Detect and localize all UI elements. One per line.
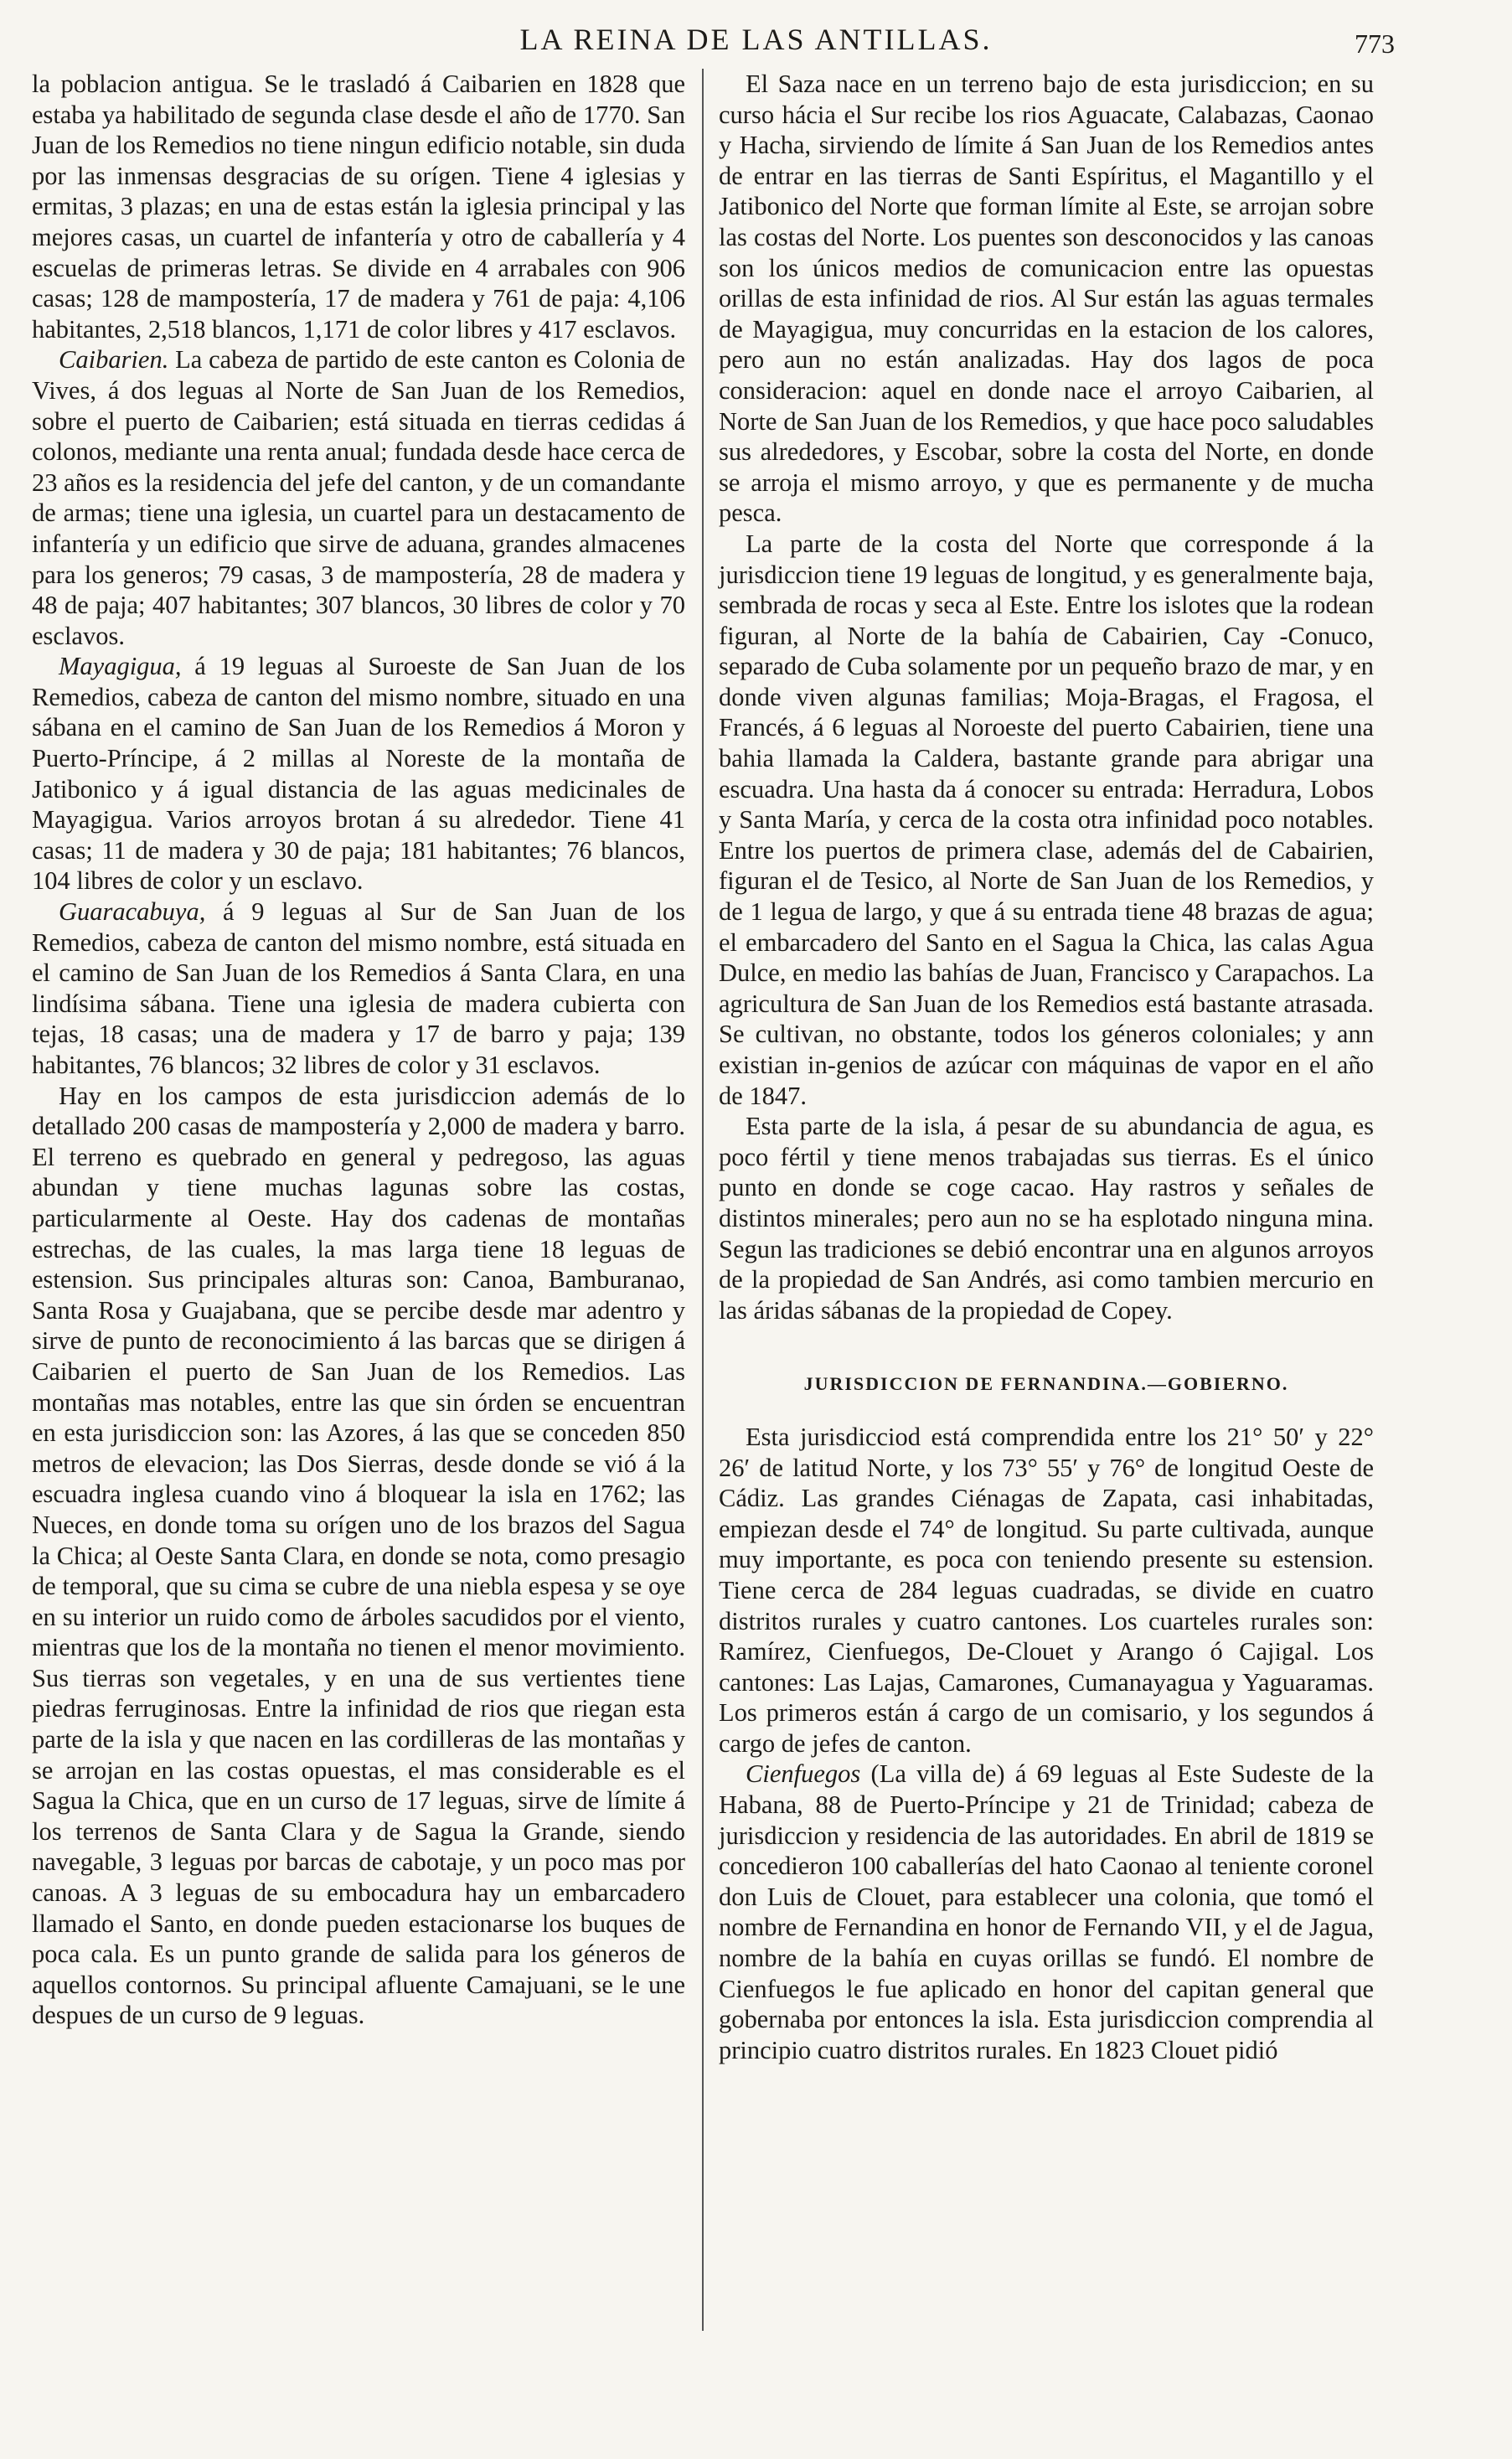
- paragraph-minerals: Esta parte de la isla, á pesar de su abundancia de agua, es poco fértil y tiene menos trabajadas sus tierras. Es el único punto en donde se coge cacao. Hay rastros y señales de distintos minerales; pero aun no se ha esplotado ninguna mina. Segun las tradiciones se debió encontrar una en algunos arroyos de la propiedad de San Andrés, asi como tambien mercurio en las áridas sábanas de la propiedad de Copey.: [719, 1112, 1374, 1325]
- paragraph-saza-river: El Saza nace en un terreno bajo de esta jurisdiccion; en su curso hácia el Sur recibe los rios Aguacate, Calabazas, Caonao y Hacha, sirviendo de límite á San Juan de los Remedios antes de entrar en las tierras de Santi Espíritus, el Magantillo y el Jatibonico del Norte que forman límite al Este, se arrojan sobre las costas del Norte. Los puentes son desconocidos y las canoas son los únicos medios de comunicacion entre las opuestas orillas de esta infinidad de rios. Al Sur están las aguas termales de Mayagigua, muy concurridas en la estacion de los calores, pero aun no están analizadas. Hay dos lagos de poca consideracion: aquel en donde nace el arroyo Caibarien, al Norte de San Juan de los Remedios, y que hace poco saludables sus alrededores, y Escobar, sobre la costa del Norte, en donde se arroja el mismo arroyo, y que es permanente y de mucha pesca.: [719, 70, 1374, 528]
- place-name-caibarien: Caibarien.: [59, 345, 169, 375]
- running-title: LA REINA DE LAS ANTILLAS.: [519, 23, 993, 56]
- paragraph-cienfuegos-text: (La villa de) á 69 leguas al Este Sudeste de la Habana, 88 de Puerto-Príncipe y 21 de Trinidad; cabeza de jurisdiccion y residencia de las autoridades. En abril de 1819 se concedieron 100 caballerías del hato Caonao al teniente coronel don Luis de Clouet, para establecer una colonia, que tomó el nombre de Fernandina en honor de Fernando VII, y el de Jagua, nombre de la bahía en cuyas orillas se fundó. El nombre de Cienfuegos le fue aplicado en honor del capitan general que gobernaba por entonces la isla. Esta jurisdiccion comprendia al principio cuatro distritos rurales. En 1823 Clouet pidió: [719, 1759, 1374, 2064]
- paragraph-mayagigua-text: á 19 leguas al Suroeste de San Juan de los Remedios, cabeza de canton del mismo nombre, situado en una sábana en el camino de San Juan de los Remedios á Moron y Puerto-Príncipe, á 2 millas al Noreste de la montaña de Jatibonico y á igual distancia de las aguas medicinales de Mayagigua. Varios arroyos brotan á su alrededor. Tiene 41 casas; 11 de madera y 30 de paja; 181 habitantes; 76 blancos, 104 libres de color y un esclavo.: [32, 652, 685, 896]
- paragraph-cienfuegos: [719, 1759, 1374, 2065]
- paragraph-guaracabuya: [32, 896, 685, 1081]
- paragraph-caibarien-text: La cabeza de partido de este canton es Colonia de Vives, á dos leguas al Norte de San Juan de los Remedios, sobre el puerto de Caibarien; está situada en tierras cedidas á colonos, mediante una renta anual; fundada desde hace cerca de 23 años es la residencia del jefe del canton, y de un comandante de armas; tiene una iglesia, un cuartel para un destacamento de infantería y un edificio que sirve de aduana, grandes almacenes para los generos; 79 casas, 3 de mampostería, 28 de madera y 48 de paja; 407 habitantes; 307 blancos, 30 libres de color y 70 esclavos.: [32, 345, 685, 650]
- page-header: [0, 15, 1512, 65]
- paragraph-mayagigua: [32, 651, 685, 896]
- paragraph-remedios-town: la poblacion antigua. Se le trasladó á Caibarien en 1828 que estaba ya habilitado de segunda clase desde el año de 1770. San Juan de los Remedios no tiene ningun edificio notable, sin duda por las inmensas desgracias de su orígen. Tiene 4 iglesias y ermitas, 3 plazas; en una de estas están la iglesia principal y las mejores casas, un cuartel de infantería y otro de caballería y 4 escuelas de primeras letras. Se divide en 4 arrabales con 906 casas; 128 de mampostería, 17 de madera y 761 de paja: 4,106 habitantes, 2,518 blancos, 1,171 de color libres y 417 esclavos.: [32, 70, 685, 344]
- section-heading-fernandina: JURISDICCION DE FERNANDINA.—GOBIERNO.: [803, 1373, 1289, 1395]
- place-name-guaracabuya: Guaracabuya,: [59, 897, 206, 927]
- paragraph-fernandina-jurisdiction: Esta jurisdicciod está comprendida entre los 21° 50′ y 22° 26′ de latitud Norte, y los 73° 55′ y 76° de longitud Oeste de Cádiz. Las grandes Ciénagas de Zapata, casi inhabitadas, empiezan desde el 74° de longitud. Su parte cultivada, aunque muy importante, es poca con teniendo presente su estension. Tiene cerca de 284 leguas cuadradas, se divide en cuatro distritos rurales y cuatro cantones. Los cuarteles rurales son: Ramírez, Cienfuegos, De-Clouet y Arango ó Cajigal. Los cantones: Las Lajas, Camarones, Cumanayagua y Yaguaramas. Los primeros están á cargo de un comisario, y los segundos á cargo de jefes de canton.: [719, 1422, 1374, 1758]
- page-number: 773: [1355, 28, 1395, 59]
- paragraph-guaracabuya-text: á 9 leguas al Sur de San Juan de los Remedios, cabeza de canton del mismo nombre, está situada en el camino de San Juan de los Remedios á Santa Clara, en una lindísima sábana. Tiene una iglesia de madera cubierta con tejas, 18 casas; una de madera y 17 de barro y paja; 139 habitantes, 76 blancos; 32 libres de color y 31 esclavos.: [32, 897, 685, 1079]
- left-column: [32, 69, 685, 2031]
- place-name-cienfuegos: Cienfuegos: [746, 1759, 861, 1789]
- place-name-mayagigua: Mayagigua,: [59, 652, 182, 681]
- right-column: [719, 69, 1374, 2065]
- paragraph-terrain-and-rivers: Hay en los campos de esta jurisdiccion además de lo detallado 200 casas de mampostería y 2,000 de madera y barro. El terreno es quebrado en general y pedregoso, las aguas abundan y tiene muchas lagunas sobre las costas, particularmente al Oeste. Hay dos cadenas de montañas estrechas, de las cuales, la mas larga tiene 18 leguas de estension. Sus principales alturas son: Canoa, Bamburanao, Santa Rosa y Guajabana, que se percibe desde mar adentro y sirve de punto de reconocimiento á las barcas que se dirigen á Caibarien el puerto de San Juan de los Remedios. Las montañas mas notables, entre las que sin órden se encuentran en esta jurisdiccion son: las Azores, á las que se conceden 850 metros de elevacion; las Dos Sierras, desde donde se vió á la escuadra inglesa cuando vino á bloquear la isla en 1762; las Nueces, en donde toma su orígen uno de los brazos del Sagua la Chica; al Oeste Santa Clara, en donde se nota, como presagio de temporal, que su cima se cubre de una niebla espesa y se oye en su interior un ruido como de árboles sacudidos por el viento, mientras que los de la montaña no tienen el menor movimiento. Sus tierras son vegetales, y en una de sus vertientes tiene piedras ferruginosas. Entre la infinidad de rios que riegan esta parte de la isla y que nacen en las cordilleras de las montañas y se arrojan en las costas opuestas, el mas considerable es el Sagua la Chica, que en un curso de 17 leguas, sirve de límite á los terrenos de Santa Clara y de Sagua la Grande, siendo navegable, 3 leguas por barcas de cabotaje, y un poco mas por canoas. A 3 leguas de su embocadura hay un embarcadero llamado el Santo, en donde pueden estacionarse los buques de poca cala. Es un punto grande de salida para los géneros de aquellos contornos. Su principal afluente Camajuani, se le une despues de un curso de 9 leguas.: [32, 1081, 685, 2030]
- column-divider: [702, 69, 704, 2331]
- paragraph-caibarien: [32, 344, 685, 651]
- paragraph-north-coast: La parte de la costa del Norte que corresponde á la jurisdiccion tiene 19 leguas de longitud, y es generalmente baja, sembrada de rocas y seca al Este. Entre los islotes que la rodean figuran, al Norte de la bahía de Cabairien, Cay -Conuco, separado de Cuba solamente por un pequeño brazo de mar, y en donde viven algunas familias; Moja-Bragas, el Fragosa, el Francés, á 6 leguas al Noroeste del puerto Cabairien, tiene una bahia llamada la Caldera, bastante grande para abrigar una escuadra. Una hasta da á conocer su entrada: Herradura, Lobos y Santa María, y cerca de la costa otra infinidad poco notables. Entre los puertos de primera clase, además del de Cabairien, figuran el de Tesico, al Norte de San Juan de los Remedios, y de 1 legua de largo, y que á su entrada tiene 48 brazas de agua; el embarcadero del Santo en el Sagua la Chica, las calas Agua Dulce, en medio las bahías de Juan, Francisco y Carapachos. La agricultura de San Juan de los Remedios está bastante atrasada. Se cultivan, no obstante, todos los géneros coloniales; y ann existian in-genios de azúcar con máquinas de vapor en el año de 1847.: [719, 529, 1374, 1110]
